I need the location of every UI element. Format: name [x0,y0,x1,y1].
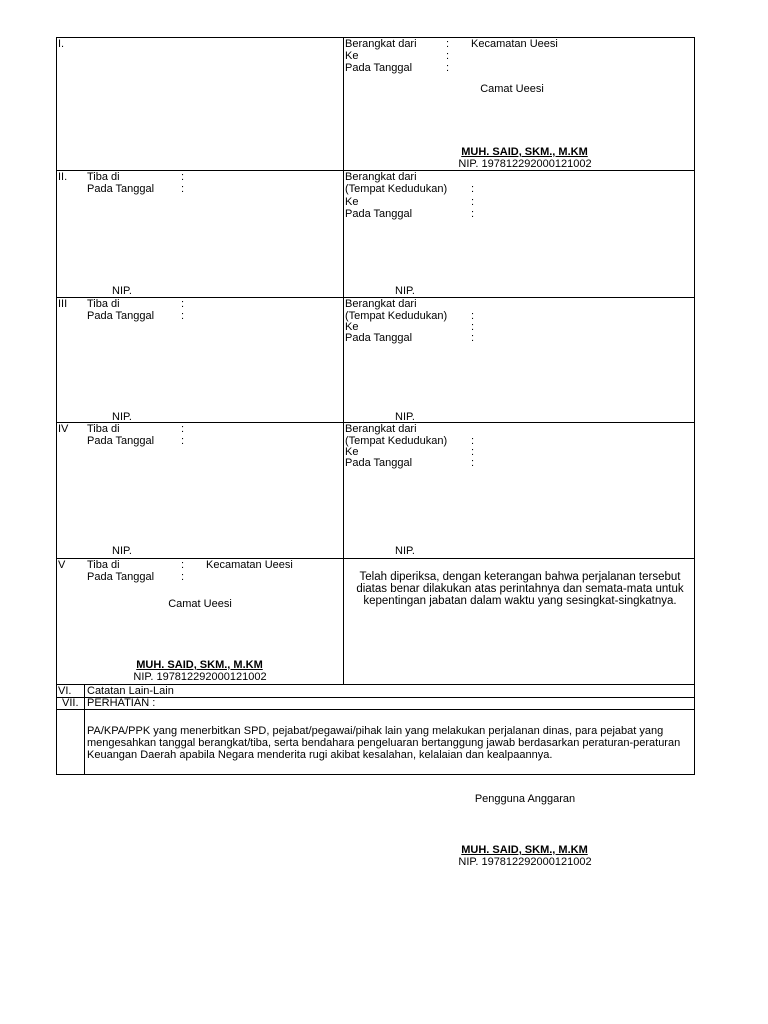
section-number: III [58,298,68,310]
row-divider-4 [56,558,695,559]
colon: : [181,310,185,322]
signatory-nip: NIP. 197812292000121002 [133,671,267,683]
table-left-border [56,37,57,775]
colon: : [181,435,185,447]
berangkat-label: Berangkat dari [345,423,417,435]
nip-label: NIP. [112,545,132,557]
section-number: VI. [58,685,72,697]
tiba-label: Tiba di [87,171,120,183]
confirmation-statement: Telah diperiksa, dengan keterangan bahwa perjalanan tersebut diatas benar dilakukan atas perintahnya dan semata-mata untuk kepentingan jabatan dalam waktu yang sesingkat-singkatnya. [356,571,684,607]
nip-label: NIP. [395,285,415,297]
nip-label: NIP. [395,411,415,423]
footer-signatory-name: MUH. SAID, SKM., M.KM [461,844,588,856]
column-divider-middle [343,37,344,685]
signatory-nip: NIP. 197812292000121002 [458,158,592,170]
tanggal-label: Pada Tanggal [87,571,155,583]
signatory-name: MUH. SAID, SKM., M.KM [461,146,588,158]
berangkat-value: Kecamatan Ueesi [471,38,558,50]
colon: : [181,171,185,183]
signatory-name: MUH. SAID, SKM., M.KM [136,659,263,671]
colon: : [471,310,475,322]
tanggal-label: Pada Tanggal [87,310,155,322]
colon: : [471,446,475,458]
colon: : [471,457,475,469]
colon: : [181,298,185,310]
tiba-label: Tiba di [87,423,120,435]
colon: : [471,435,475,447]
colon: : [471,321,475,333]
tanggal-label: Pada Tanggal [87,435,155,447]
nip-label: NIP. [112,285,132,297]
kedudukan-label: (Tempat Kedudukan) [345,310,448,322]
colon: : [471,196,475,208]
colon: : [181,559,185,571]
signatory-title: Camat Ueesi [480,83,544,95]
nip-label: NIP. [112,411,132,423]
ke-label: Ke [345,446,359,458]
tiba-label: Tiba di [87,559,120,571]
table-bottom-border [56,774,695,775]
tanggal-label: Pada Tanggal [87,183,155,195]
tanggal-label: Pada Tanggal [345,457,413,469]
tanggal-label: Pada Tanggal [345,332,413,344]
notes-label: Catatan Lain-Lain [87,685,174,697]
tanggal-label: Pada Tanggal [345,208,413,220]
tiba-value: Kecamatan Ueesi [206,559,293,571]
footer-signatory-nip: NIP. 197812292000121002 [458,856,592,868]
nip-label: NIP. [395,545,415,557]
colon: : [181,183,185,195]
section-number: I. [58,38,65,50]
tiba-label: Tiba di [87,298,120,310]
colon: : [471,332,475,344]
footer-signatory-title: Pengguna Anggaran [474,793,576,805]
section-number: VII. [62,697,79,709]
section-number: IV [58,423,69,435]
ke-label: Ke [345,196,359,208]
colon: : [446,62,450,74]
colon: : [471,183,475,195]
ke-label: Ke [345,50,359,62]
colon: : [446,50,450,62]
berangkat-label: Berangkat dari [345,171,417,183]
colon: : [181,423,185,435]
column-divider-number [84,684,85,775]
kedudukan-label: (Tempat Kedudukan) [345,435,448,447]
kedudukan-label: (Tempat Kedudukan) [345,183,448,195]
section-number: II. [58,171,68,183]
table-right-border [694,37,695,775]
tanggal-label: Pada Tanggal [345,62,413,74]
colon: : [471,208,475,220]
row-divider-7 [56,709,695,710]
colon: : [446,38,450,50]
attention-label: PERHATIAN : [87,697,156,709]
section-number: V [58,559,66,571]
ke-label: Ke [345,321,359,333]
berangkat-label: Berangkat dari [345,38,417,50]
colon: : [181,571,185,583]
berangkat-label: Berangkat dari [345,298,417,310]
attention-text: PA/KPA/PPK yang menerbitkan SPD, pejabat/pegawai/pihak lain yang melakukan perjalanan dinas, para pejabat yang mengesahkan tanggal berangkat/tiba, serta bendahara pengeluaran bertanggung jawab berdasarkan peraturan-peraturan Keuangan Daerah apabila Negara menderita rugi akibat kesalahan, kelalaian dan kealpaannya. [87,725,681,761]
signatory-title: Camat Ueesi [168,598,232,610]
